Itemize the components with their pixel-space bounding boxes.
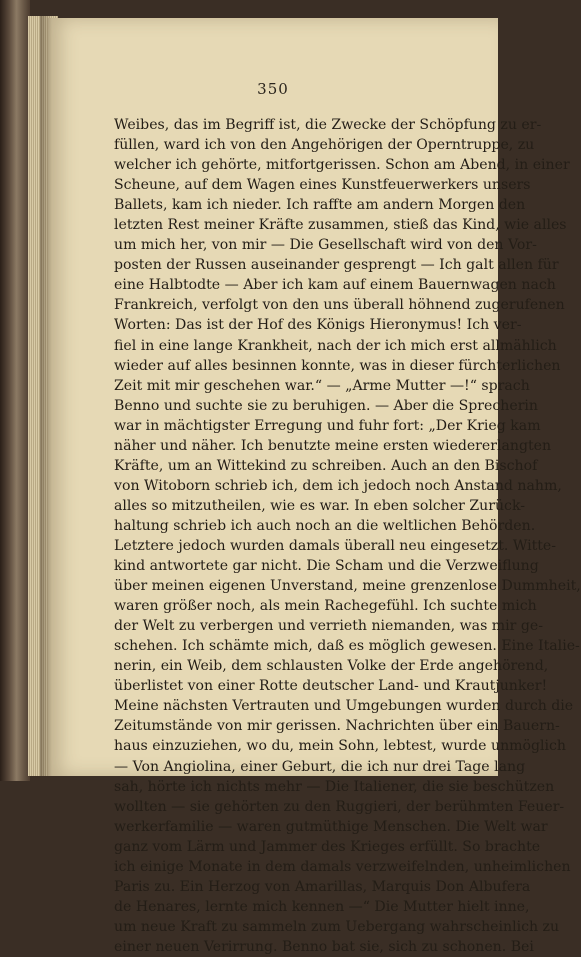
text-line: überlistet von einer Rotte deutscher Land- und Krautjunker! (114, 678, 548, 695)
text-line: Kräfte, um an Wittekind zu schreiben. Auch an den Bischof (114, 457, 538, 474)
text-line: Worten: Das ist der Hof des Königs Hieronymus! Ich ver- (114, 317, 522, 334)
text-line: Ballets, kam ich nieder. Ich raffte am andern Morgen den (114, 197, 526, 214)
text-line: Zeitumstände von mir gerissen. Nachrichten über ein Bauern- (114, 718, 560, 735)
text-line: waren größer noch, als mein Rachegefühl. Ich suchte mich (114, 598, 537, 615)
body-text (114, 115, 581, 957)
text-line: näher und näher. Ich benutzte meine ersten wiedererlangten (114, 437, 552, 454)
text-line: füllen, ward ich von den Angehörigen der Operntruppe, zu (114, 137, 535, 154)
text-line: alles so mitzutheilen, wie es war. In eben solcher Zurück- (114, 497, 526, 514)
text-line: von Witoborn schrieb ich, dem ich jedoch noch Anstand nahm, (114, 477, 562, 494)
text-line: kind antwortete gar nicht. Die Scham und die Verzweiflung (114, 558, 539, 575)
text-line: Scheune, auf dem Wagen eines Kunstfeuerwerkers unsers (114, 177, 531, 194)
spine-shadow (40, 16, 52, 776)
text-line: Zeit mit mir geschehen war.“ — „Arme Mutter —!“ sprach (114, 377, 530, 394)
text-line: der Welt zu verbergen und verrieth niemanden, was mir ge- (114, 618, 544, 635)
book-page (48, 18, 581, 955)
page-number: 350 (257, 80, 289, 98)
text-line: de Henares, lernte mich kennen —“ Die Mutter hielt inne, (114, 898, 530, 915)
text-line: Weibes, das im Begriff ist, die Zwecke der Schöpfung zu er- (114, 117, 542, 133)
text-line: Paris zu. Ein Herzog von Amarillas, Marquis Don Albufera (114, 878, 531, 895)
text-line: wieder auf alles besinnen konnte, was in dieser fürchterlichen (114, 357, 561, 374)
text-line: Benno und suchte sie zu beruhigen. — Aber die Sprecherin (114, 397, 539, 414)
text-line: letzten Rest meiner Kräfte zusammen, stieß das Kind, wie alles (114, 217, 567, 234)
text-line: werkerfamilie — waren gutmüthige Menschen. Die Welt war (114, 818, 548, 835)
text-line: Letztere jedoch wurden damals überall neu eingesetzt. Witte- (114, 537, 557, 554)
text-line: welcher ich gehörte, mitfortgerissen. Schon am Abend, in einer (114, 157, 570, 174)
text-line: um neue Kraft zu sammeln zum Uebergang wahrscheinlich zu (114, 918, 560, 935)
text-line: wollten — sie gehörten zu den Ruggieri, der berühmten Feuer- (114, 798, 565, 815)
text-line: nerin, ein Weib, dem schlausten Volke der Erde angehörend, (114, 658, 549, 675)
text-line: schehen. Ich schämte mich, daß es möglich gewesen. Eine Italie- (114, 638, 580, 655)
text-line: ich einige Monate in dem damals verzweifelnden, unheimlichen (114, 858, 571, 875)
text-line: war in mächtigster Erregung und fuhr fort: „Der Krieg kam (114, 417, 541, 434)
text-line: — Von Angiolina, einer Geburt, die ich nur drei Tage lang (114, 758, 526, 775)
text-line: ganz vom Lärm und Jammer des Krieges erfüllt. So brachte (114, 838, 541, 855)
text-line: fiel in eine lange Krankheit, nach der ich mich erst allmählich (114, 337, 557, 354)
book-edge (0, 0, 30, 781)
text-line: haltung schrieb ich auch noch an die weltlichen Behörden. (114, 517, 536, 534)
text-line: haus einzuziehen, wo du, mein Sohn, lebtest, wurde unmöglich (114, 738, 566, 755)
text-line: sah, hörte ich nichts mehr — Die Italiener, die sie beschützen (114, 778, 555, 795)
text-line: über meinen eigenen Unverstand, meine grenzenlose Dummheit, (114, 578, 581, 595)
text-line: einer neuen Verirrung. Benno bat sie, sich zu schonen. Bei (114, 938, 534, 955)
text-line: eine Halbtodte — Aber ich kam auf einem Bauernwagen nach (114, 277, 556, 294)
text-line: Frankreich, verfolgt von den uns überall höhnend zugerufenen (114, 297, 565, 314)
text-line: Meine nächsten Vertrauten und Umgebungen wurden durch die (114, 698, 574, 715)
text-line: posten der Russen auseinander gesprengt — Ich galt allen für (114, 257, 559, 274)
text-line: um mich her, von mir — Die Gesellschaft wird von den Vor- (114, 237, 537, 254)
